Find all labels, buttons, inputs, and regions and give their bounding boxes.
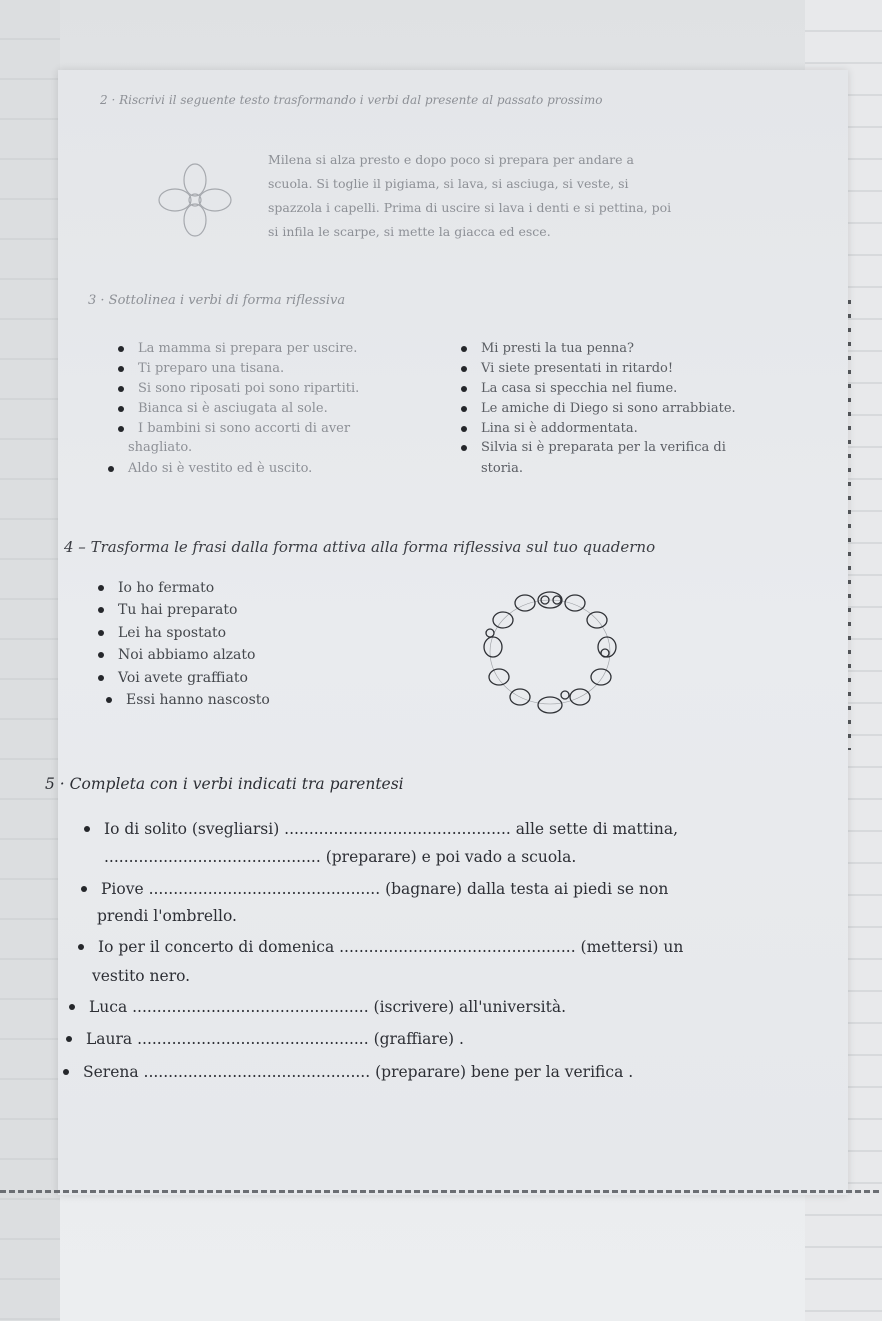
- ex4-item: Noi abbiamo alzato: [118, 647, 256, 663]
- notebook-margin-dots: [848, 300, 851, 750]
- ex3-left-item: I bambini si sono accorti di aver: [138, 421, 351, 436]
- ex4-item: Essi hanno nascosto: [126, 692, 270, 708]
- ex3-right-item: La casa si specchia nel fiume.: [481, 381, 678, 396]
- ex3-left-item: Si sono riposati poi sono ripartiti.: [138, 381, 360, 396]
- ex5-line: Piove ............................................... (bagnare) dalla testa ai piedi se non: [101, 880, 669, 898]
- ex3-right-item: Vi siete presentati in ritardo!: [481, 361, 674, 376]
- ex5-line: Serena .............................................. (preparare) bene per la verifica .: [83, 1063, 634, 1081]
- exercise-2-title: 2 · Riscrivi il seguente testo trasformando i verbi dal presente al passato prossimo: [100, 93, 603, 107]
- ex3-right-item: Lina si è addormentata.: [481, 421, 638, 436]
- ex3-right-item: Silvia si è preparata per la verifica di: [481, 440, 726, 455]
- ex5-line: Laura ............................................... (graffiare) .: [86, 1030, 464, 1048]
- exercise-2-line: Milena si alza presto e dopo poco si prepara per andare a: [268, 152, 634, 167]
- ex5-line: Io di solito (svegliarsi) .............................................. alle sette di mattina,: [104, 820, 678, 838]
- flower-drawing: [155, 160, 235, 240]
- exercise-2-line: si infila le scarpe, si mette la giacca ed esce.: [268, 224, 551, 239]
- exercise-5-title: 5 · Completa con i verbi indicati tra parentesi: [45, 775, 404, 793]
- exercise-3-title: 3 · Sottolinea i verbi di forma riflessiva: [88, 293, 346, 308]
- ex3-left-item: La mamma si prepara per uscire.: [138, 341, 358, 356]
- ex5-line: Luca ................................................ (iscrivere) all'università.: [89, 998, 567, 1016]
- exercise-2-line: spazzola i capelli. Prima di uscire si lava i denti e si pettina, poi: [268, 200, 672, 215]
- ex3-left-item: Aldo si è vestito ed è uscito.: [128, 461, 313, 476]
- ex3-left-item: Ti preparo una tisana.: [138, 361, 285, 376]
- ex4-item: Lei ha spostato: [118, 625, 227, 641]
- ex3-right-item: Mi presti la tua penna?: [481, 341, 635, 356]
- ex3-left-item: Bianca si è asciugata al sole.: [138, 401, 328, 416]
- ex5-line: vestito nero.: [92, 967, 191, 985]
- ex4-item: Voi avete graffiato: [118, 670, 248, 686]
- ex5-line: ............................................ (preparare) e poi vado a scuola.: [104, 848, 577, 866]
- ex4-item: Tu hai preparato: [118, 602, 238, 618]
- background-notebook-left: [0, 0, 60, 1321]
- ex4-item: Io ho fermato: [118, 580, 215, 596]
- exercise-4-title: 4 – Trasforma le frasi dalla forma attiva alla forma riflessiva sul tuo quaderno: [64, 538, 656, 556]
- ex3-right-item-continued: storia.: [481, 461, 523, 476]
- ex3-left-item-continued: shagliato.: [128, 440, 193, 455]
- sheet-bottom-edge: [0, 1190, 882, 1193]
- ex3-right-item: Le amiche di Diego si sono arrabbiate.: [481, 401, 736, 416]
- ex5-line: prendi l'ombrello.: [97, 907, 237, 925]
- flower-wreath-drawing: [475, 585, 625, 720]
- exercise-2-line: scuola. Si toglie il pigiama, si lava, si asciuga, si veste, si: [268, 176, 629, 191]
- ex5-line: Io per il concerto di domenica ................................................ (mettersi) un: [98, 938, 684, 956]
